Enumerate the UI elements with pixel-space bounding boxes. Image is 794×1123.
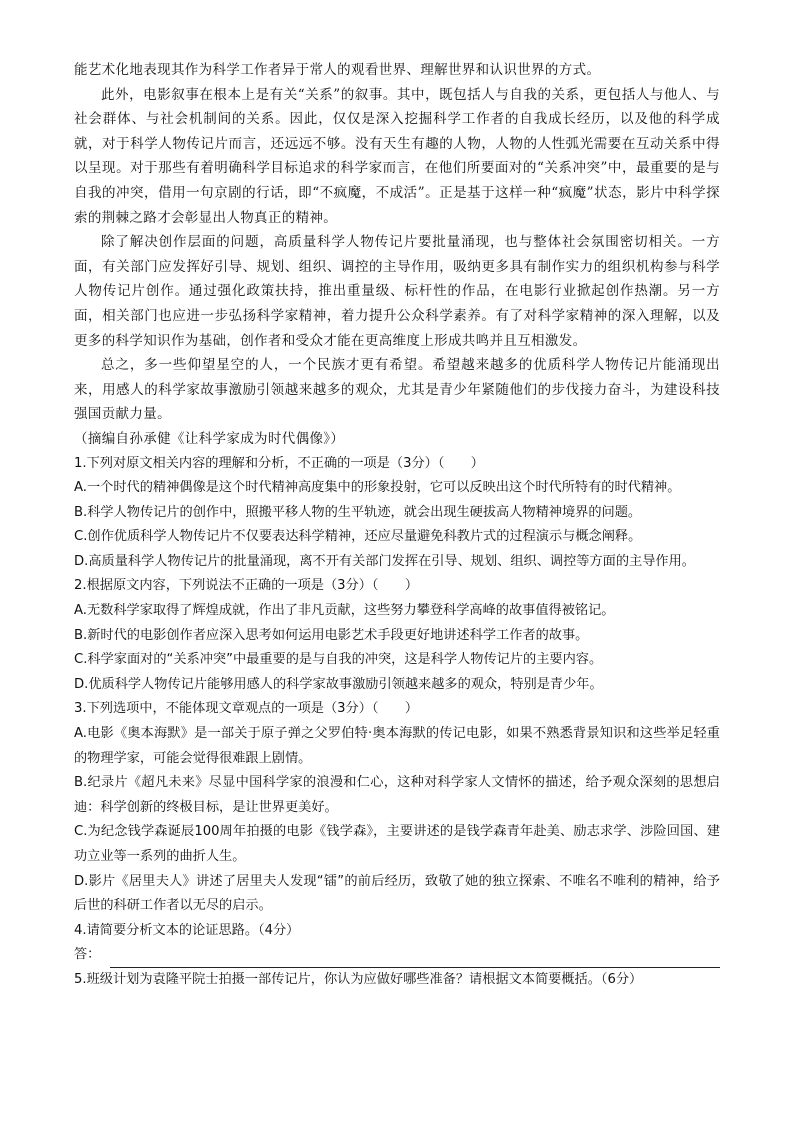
option-a[interactable]: A.无数科学家取得了辉煌成就，作出了非凡贡献，这些努力攀登科学高峰的故事值得被铭记。 [74,603,615,619]
passage-paragraph-1: 能艺术化地表现其作为科学工作者异于常人的观看世界、理解世界和认识世界的方式。 [74,62,601,78]
question-2 [74,574,720,697]
option-c[interactable]: C.创作优质科学人物传记片不仅要表达科学精神，还应尽量避免科教片式的过程演示与概念阐释。 [74,529,642,545]
question-section [74,452,720,993]
answer-underline[interactable] [110,950,720,968]
option-d[interactable]: D.高质量科学人物传记片的批量涌现，离不开有关部门发挥在引导、规划、组织、调控等方面的主导作用。 [74,553,695,569]
question-3 [74,697,720,918]
exam-page [74,58,720,993]
passage-paragraph-3: 除了解决创作层面的问题，高质量科学人物传记片要批量涌现，也与整体社会氛围密切相关。一方面，有关部门应发挥好引导、规划、组织、调控的主导作用，吸纳更多具有制作实力的组织机构参与科学人物传记片创作。通过强化政策扶持，推出重量级、标杆性的作品，在电影行业掀起创作热潮。另一方面，相关部门也应进一步弘扬科学家精神，着力提升公众科学素养。有了对科学家精神的深入理解，以及更多的科学知识作为基础，创作者和受众才能在更高维度上形成共鸣并且互相激发。 [74,234,720,349]
passage-paragraph-2: 此外，电影叙事在根本上是有关“关系”的叙事。其中，既包括人与自我的关系，更包括人与他人、与社会群体、与社会机制间的关系。因此，仅仅是深入挖掘科学工作者的自我成长经历，以及他的科学成就，对于科学人物传记片而言，还远远不够。没有天生有趣的人物，人物的人性弧光需要在互动关系中得以呈现。对于那些有着明确科学目标追求的科学家而言，在他们所要面对的“关系冲突”中，最重要的是与自我的冲突，借用一句京剧的行话，即“不疯魔，不成活”。正是基于这样一种“疯魔”状态，影片中科学探索的荆棘之路才会彰显出人物真正的精神。 [74,86,720,226]
option-c[interactable]: C.为纪念钱学森诞辰100周年拍摄的电影《钱学森》，主要讲述的是钱学森青年赴美、励志求学、涉险回国、建功立业等一系列的曲折人生。 [74,824,720,864]
question-1 [74,452,720,575]
option-b[interactable]: B.科学人物传记片的创作中，照搬平移人物的生平轨迹，就会出现生硬拔高人物精神境界的问题。 [74,504,642,520]
option-b[interactable]: B.纪录片《超凡未来》尽显中国科学家的浪漫和仁心，这种对科学家人文情怀的描述，给予观众深刻的思想启迪：科学创新的终极目标，是让世界更美好。 [74,775,720,815]
reading-passage [74,58,720,452]
passage-source: （摘编自孙承健《让科学家成为时代偶像》） [74,430,345,447]
option-c[interactable]: C.科学家面对的“关系冲突”中最重要的是与自我的冲突，这是科学人物传记片的主要内容。 [74,652,603,668]
question-4 [74,919,720,968]
question-stem: 5.班级计划为袁隆平院士拍摄一部传记片，你认为应做好哪些准备？请根据文本简要概括。（6分） [74,971,643,987]
answer-label: 答： [74,947,101,963]
option-a[interactable]: A.电影《奥本海默》是一部关于原子弹之父罗伯特·奥本海默的传记电影，如果不熟悉背景知识和这些举足轻重的物理学家，可能会觉得很难跟上剧情。 [74,726,720,766]
option-d[interactable]: D.影片《居里夫人》讲述了居里夫人发现“镭”的前后经历，致敬了她的独立探索、不唯名不唯利的精神，给予后世的科研工作者以无尽的启示。 [74,873,720,914]
passage-paragraph-4: 总之，多一些仰望星空的人，一个民族才更有希望。希望越来越多的优质科学人物传记片能涌现出来，用感人的科学家故事激励引领越来越多的观众，尤其是青少年紧随他们的步伐接力奋斗，为建设科技强国贡献力量。 [74,357,720,423]
question-stem: 4.请简要分析文本的论证思路。（4分） [74,922,300,938]
question-stem: 1.下列对原文相关内容的理解和分析，不正确的一项是（3分）（ ） [74,455,484,471]
question-5 [74,968,720,993]
question-stem: 2.根据原文内容，下列说法不正确的一项是（3分）（ ） [74,578,419,594]
option-d[interactable]: D.优质科学人物传记片能够用感人的科学家故事激励引领越来越多的观众，特别是青少年。 [74,676,603,692]
option-b[interactable]: B.新时代的电影创作者应深入思考如何运用电影艺术手段更好地讲述科学工作者的故事。 [74,627,589,643]
option-a[interactable]: A.一个时代的精神偶像是这个时代精神高度集中的形象投射，它可以反映出这个时代所特有的时代精神。 [74,480,681,496]
answer-line[interactable] [74,943,720,968]
question-stem: 3.下列选项中，不能体现文章观点的一项是（3分）（ ） [74,701,419,717]
